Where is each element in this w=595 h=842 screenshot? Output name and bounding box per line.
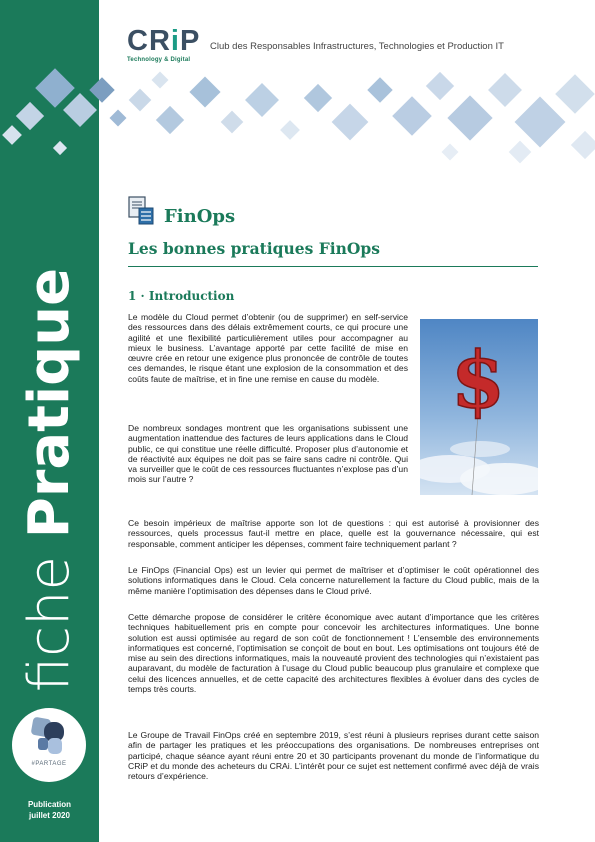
partage-logo-icon xyxy=(26,716,72,760)
logo-accent-letter: i xyxy=(170,25,180,57)
crip-logo xyxy=(127,27,200,63)
dollar-balloon-photo xyxy=(420,319,538,495)
logo-subtitle: Technology & Digital xyxy=(127,57,191,63)
vertical-title xyxy=(17,267,82,693)
paragraph-2: De nombreux sondages montrent que les organisations subissent une augmentation inattendue des factures de leurs applications dans le Cloud public, ce qui constitue une réelle difficulté. Proposer plus d’autonomie et de réactivité aux équipes ne doit pas se faire sans cadre ni contrôle. Qui va surveiller que le coût de ces ressources fluctuantes n’explose pas d’un mois sur l’autre ? xyxy=(128,423,408,485)
publication-month: juillet 2020 xyxy=(29,811,70,820)
logo-wordmark: CRiP xyxy=(127,25,201,57)
page-title: FinOps xyxy=(164,206,236,227)
paragraph-5: Cette démarche propose de considérer le critère économique avec autant d’importance que les critères techniques habituellement pris en compte pour concevoir les architectures informatiques. Une bonne solution est aussi optimisée au regard de son coût de fonctionnement ! L’ensemble des environnements informatiques est concerné, l’optimisation se conçoit de bout en bout. Les optimisations ont toujours été de mise au sein des directions informatiques, mais la nouveauté provient des technologies qui n’existaient pas auparavant, du modèle de facturation à l’usage du Cloud public beaucoup plus granulaire et complexe que celui des licences annuelles, et de cette capacité des architectures flexibles à évoluer dans des cycles de temps très courts. xyxy=(128,612,539,695)
paragraph-4: Le FinOps (Financial Ops) est un levier qui permet de maîtriser et d’optimiser le coût opérationnel des solutions informatiques dans le Cloud. Cela concerne naturellement la facture du Cloud public, mais de la même manière l’optimisation des dépenses dans le Cloud privé. xyxy=(128,565,539,596)
publication-date xyxy=(0,799,99,821)
header-tagline: Club des Responsables Infrastructures, Technologies et Production IT xyxy=(210,41,504,52)
paragraph-1: Le modèle du Cloud permet d’obtenir (ou de supprimer) en self-service des ressources dans des délais extrêmement courts, ce qui procure une agilité et une flexibilité particulièrement utiles pour accompagner au mieux le business. L’avantage apporté par cette facilité de mise en œuvre crée en retour une exigence plus prononcée de contrôle de toutes ces demandes, le risque étant une explosion de la consommation et des coûts faute de maîtrise, et in fine une remise en cause du modèle. xyxy=(128,312,408,384)
vertical-title-light: fiche xyxy=(17,538,82,693)
page-subtitle: Les bonnes pratiques FinOps xyxy=(128,239,380,258)
vertical-title-bold: Pratique xyxy=(17,267,82,539)
badge-text: #PARTAGE xyxy=(31,761,67,767)
paragraph-3: Ce besoin impérieux de maîtrise apporte son lot de questions : qui est autorisé à provisionner des ressources, quels processus faut-il mettre en place, quelle est la gouvernance nécessaire, qui est responsable, comment anticiper les dépenses, comment faire techniquement parlant ? xyxy=(128,518,539,549)
section-title: 1 · Introduction xyxy=(128,289,235,303)
decorative-diamond-pattern xyxy=(0,60,595,170)
dollar-balloon-image xyxy=(420,319,538,495)
paragraph-6: Le Groupe de Travail FinOps créé en septembre 2019, s’est réuni à plusieurs reprises durant cette saison afin de partager les pratiques et les préoccupations des organisations. De nombreuses entreprises ont participé, chaque séance ayant réuni entre 20 et 30 participants provenant du monde de l’informatique du CRiP et du monde des acheteurs du CRAi. L’intérêt pour ce sujet est nettement confirmé avec déjà de vrais retours d’expérience. xyxy=(128,730,539,782)
publication-label: Publication xyxy=(27,800,72,809)
document-server-icon xyxy=(128,196,156,226)
partage-badge xyxy=(12,708,86,782)
svg-text:$: $ xyxy=(450,335,506,426)
title-divider xyxy=(128,266,538,267)
